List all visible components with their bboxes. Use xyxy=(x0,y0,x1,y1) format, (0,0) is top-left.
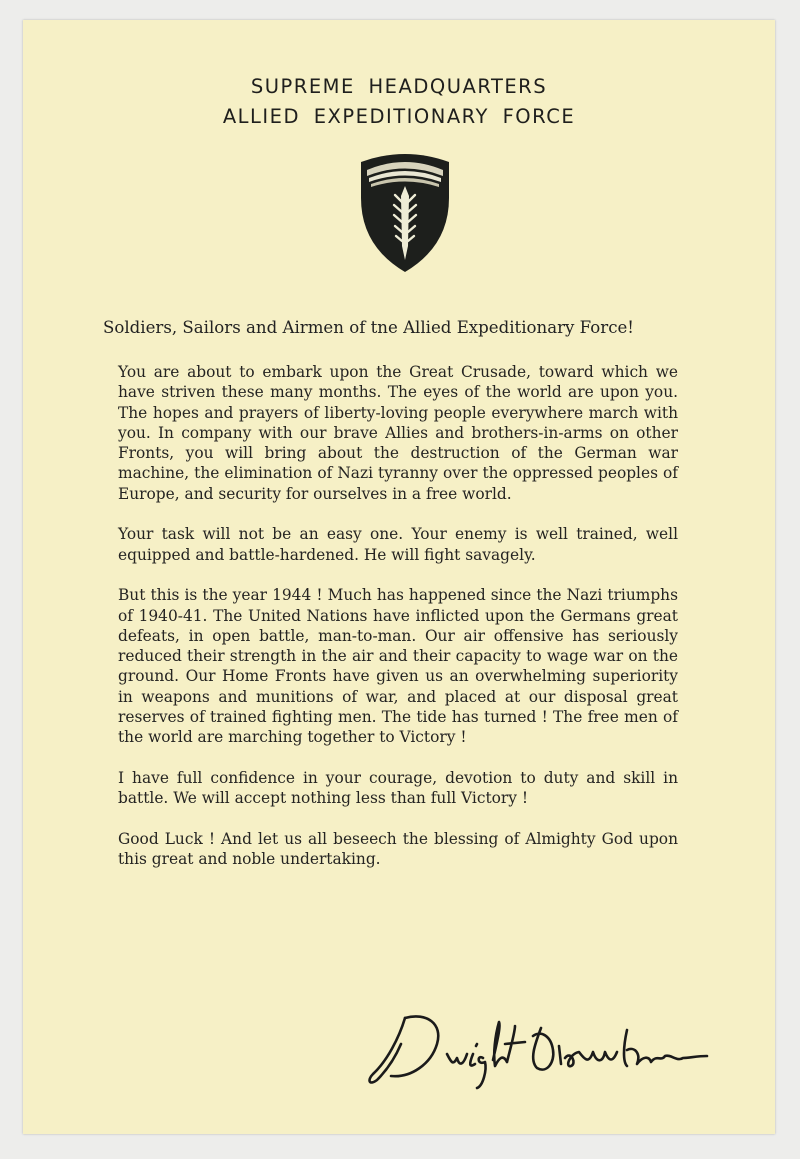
salutation: Soldiers, Sailors and Airmen of tne Allied Expeditionary Force! xyxy=(103,318,634,337)
paragraph: You are about to embark upon the Great Crusade, toward which we have striven these many months. The eyes of the world are upon you. The hopes and prayers of liberty-loving people everywhere march with you. In company with our brave Allies and brothers-in-arms on other Fronts, you will bring about the destruction of the German war machine, the elimination of Nazi tyranny over the oppressed peoples of Europe, and security for ourselves in a free world. xyxy=(118,363,678,503)
letterhead-line-2: ALLIED EXPEDITIONARY FORCE xyxy=(222,105,576,128)
paragraph: I have full confidence in your courage, devotion to duty and skill in battle. We will accept nothing less than full Victory ! xyxy=(118,768,678,808)
signature-icon xyxy=(365,1006,710,1092)
paragraph: But this is the year 1944 ! Much has happened since the Nazi triumphs of 1940-41. The United Nations have inflicted upon the Germans great defeats, in open battle, man-to-man. Our air offensive has seriously reduced their strength in the air and their capacity to wage war on the ground. Our Home Fronts have given us an overwhelming superiority in weapons and munitions of war, and placed at our disposal great reserves of trained fighting men. The tide has turned ! The free men of the world are marching together to Victory ! xyxy=(118,586,678,747)
letterhead-line-1: SUPREME HEADQUARTERS xyxy=(250,75,548,98)
shaef-insignia-icon xyxy=(357,146,453,274)
document-page xyxy=(23,20,775,1134)
paragraph: Good Luck ! And let us all beseech the blessing of Almighty God upon this great and noble undertaking. xyxy=(118,829,678,869)
paragraph: Your task will not be an easy one. Your enemy is well trained, well equipped and battle-hardened. He will fight savagely. xyxy=(118,525,678,564)
letterhead xyxy=(23,72,775,132)
message-body xyxy=(118,362,678,890)
